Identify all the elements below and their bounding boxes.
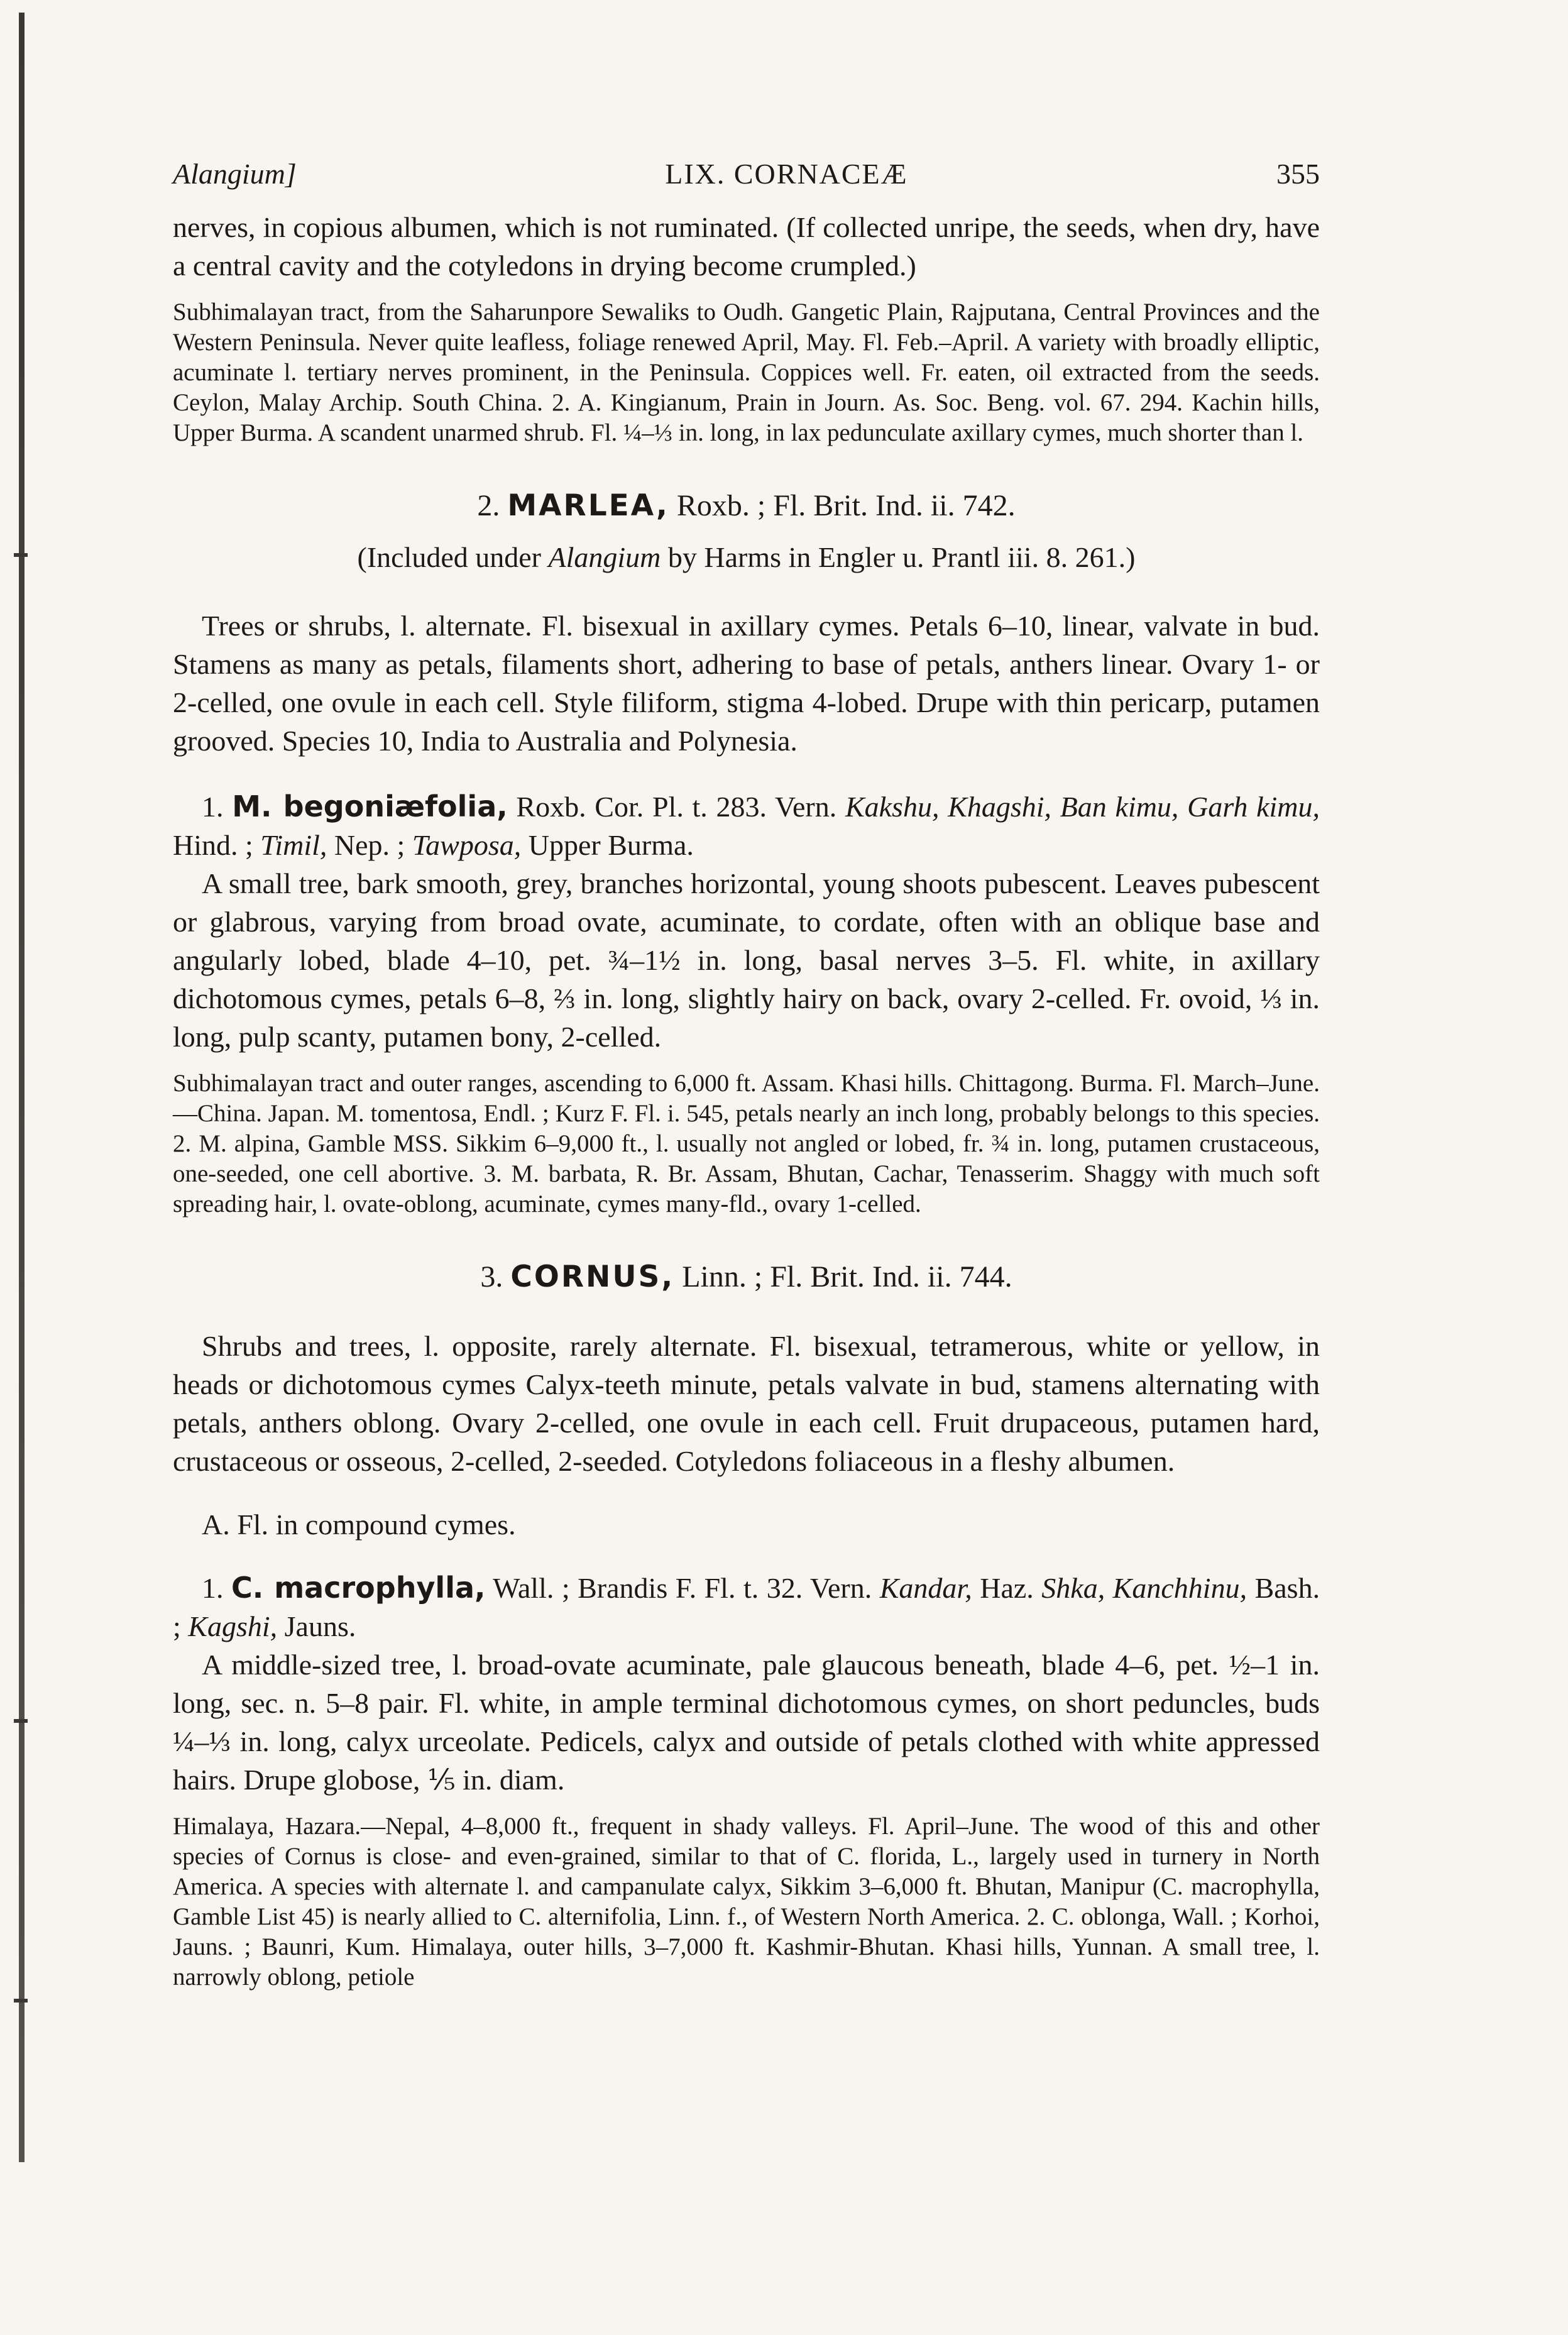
species-citation: Roxb. Cor. Pl. t. 283. Vern.: [516, 791, 837, 823]
species-citation: Wall. ; Brandis F. Fl. t. 32. Vern.: [493, 1572, 872, 1604]
vernacular-name: Tawposa,: [412, 829, 522, 861]
genus-name: MARLEA,: [507, 488, 669, 523]
vernacular-name: Kandar,: [879, 1572, 972, 1604]
genus-note-marlea: [173, 541, 1320, 574]
section-heading-a: A. Fl. in compound cymes.: [202, 1508, 516, 1541]
distribution-note-cornus: Himalaya, Hazara.—Nepal, 4–8,000 ft., frequent in shady valleys. Fl. April–June. The wood of this and other species of Cornus is close- and even-grained, similar to that of C. florida, L., largely used in turnery in North America. A species with alternate l. and campanulate calyx, Sikkim 3–6,000 ft. Bhutan, Manipur (C. macrophylla, Gamble List 45) is nearly allied to C. alternifolia, Linn. f., of Western North America. 2. C. oblonga, Wall. ; Korhoi, Jauns. ; Baunri, Kum. Himalaya, outer hills, 3–7,000 ft. Kashmir-Bhutan. Khasi hills, Yunnan. A small tree, l. narrowly oblong, petiole: [173, 1813, 1320, 1991]
edge-mark: [14, 1999, 28, 2003]
region-abbrev: Bash. ;: [173, 1572, 1320, 1642]
book-page: [173, 157, 1320, 1992]
region-abbrev: Nep. ;: [334, 829, 405, 861]
region-abbrev: Upper Burma.: [528, 829, 694, 861]
genus-number: 3.: [480, 1260, 503, 1294]
species-number: 1.: [202, 791, 224, 823]
edge-mark: [14, 1719, 28, 1723]
species-name: C. macrophylla,: [231, 1571, 486, 1605]
genus-description-marlea: Trees or shrubs, l. alternate. Fl. bisexual in axillary cymes. Petals 6–10, linear, valvate in bud. Stamens as many as petals, filaments short, adhering to base of petals, anthers linear. Ovary 1- or 2-celled, one ovule in each cell. Style filiform, stigma 4-lobed. Drupe with thin pericarp, putamen grooved. Species 10, India to Australia and Polynesia.: [173, 610, 1320, 757]
note-italic-genus: Alangium: [548, 541, 661, 573]
page-edge-line: [19, 13, 25, 2162]
genus-authority: Roxb. ; Fl. Brit. Ind. ii. 742.: [676, 489, 1016, 522]
genus-heading-marlea: [173, 488, 1320, 523]
edge-mark: [14, 553, 28, 557]
vernacular-name: Kakshu, Khagshi, Ban kimu, Garh kimu,: [845, 791, 1320, 823]
species-title-marlea-begoniaefolia: [173, 788, 1320, 864]
vernacular-name: Shka, Kanchhinu,: [1041, 1572, 1247, 1604]
running-head: [173, 157, 1320, 190]
continuation-paragraph: nerves, in copious albumen, which is not ruminated. (If collected unripe, the seeds, when dry, have a central cavity and the cotyledons in drying become crumpled.): [173, 211, 1320, 282]
species-number: 1.: [202, 1572, 224, 1604]
distribution-note-alangium: Subhimalayan tract, from the Saharunpore Sewaliks to Oudh. Gangetic Plain, Rajputana, Central Provinces and the Western Peninsula. Never quite leafless, foliage renewed April, May. Fl. Feb.–April. A variety with broadly elliptic, acuminate l. tertiary nerves prominent, in the Peninsula. Coppices well. Fr. eaten, oil extracted from the seeds. Ceylon, Malay Archip. South China. 2. A. Kingianum, Prain in Journ. As. Soc. Beng. vol. 67. 294. Kachin hills, Upper Burma. A scandent unarmed shrub. Fl. ¼–⅓ in. long, in lax pedunculate axillary cymes, much shorter than l.: [173, 299, 1320, 446]
region-abbrev: Haz.: [980, 1572, 1034, 1604]
distribution-note-marlea: Subhimalayan tract and outer ranges, ascending to 6,000 ft. Assam. Khasi hills. Chittagong. Burma. Fl. March–June.—China. Japan. M. tomentosa, Endl. ; Kurz F. Fl. i. 545, petals nearly an inch long, probably belongs to this species. 2. M. alpina, Gamble MSS. Sikkim 6–9,000 ft., l. usually not angled or lobed, fr. ¾ in. long, putamen crustaceous, one-seeded, one cell abortive. 3. M. barbata, R. Br. Assam, Bhutan, Cachar, Tenasserim. Shaggy with much soft spreading hair, l. ovate-oblong, acuminate, cymes many-fld., ovary 1-celled.: [173, 1070, 1320, 1217]
genus-description-cornus: Shrubs and trees, l. opposite, rarely alternate. Fl. bisexual, tetramerous, white or yellow, in heads or dichotomous cymes Calyx-teeth minute, petals valvate in bud, stamens alternating with petals, anthers oblong. Ovary 2-celled, one ovule in each cell. Fruit drupaceous, putamen hard, crustaceous or osseous, 2-celled, 2-seeded. Cotyledons foliaceous in a fleshy albumen.: [173, 1330, 1320, 1477]
species-name: M. begoniæfolia,: [232, 789, 508, 823]
region-abbrev: Hind. ;: [173, 829, 253, 861]
species-description-cornus: A middle-sized tree, l. broad-ovate acuminate, pale glaucous beneath, blade 4–6, pet. ½–1 in. long, sec. n. 5–8 pair. Fl. white, in ample terminal dichotomous cymes, on short peduncles, buds ¼–⅓ in. long, calyx urceolate. Pedicels, calyx and outside of petals clothed with white appressed hairs. Drupe globose, ⅕ in. diam.: [173, 1649, 1320, 1796]
vernacular-name: Timil,: [260, 829, 327, 861]
genus-name: CORNUS,: [510, 1260, 675, 1294]
note-text: by Harms in Engler u. Prantl iii. 8. 261.): [667, 541, 1136, 573]
running-head-family: LIX. CORNACEÆ: [665, 158, 908, 190]
running-head-genus: Alangium]: [173, 158, 297, 190]
species-description-marlea: A small tree, bark smooth, grey, branches horizontal, young shoots pubescent. Leaves pubescent or glabrous, varying from broad ovate, acuminate, to cordate, often with an oblique base and angularly lobed, blade 4–10, pet. ¾–1½ in. long, basal nerves 3–5. Fl. white, in axillary dichotomous cymes, petals 6–8, ⅔ in. long, slightly hairy on back, ovary 2-celled. Fr. ovoid, ⅓ in. long, pulp scanty, putamen bony, 2-celled.: [173, 867, 1320, 1053]
vernacular-name: Kagshi,: [188, 1610, 278, 1642]
genus-number: 2.: [477, 489, 500, 522]
genus-authority: Linn. ; Fl. Brit. Ind. ii. 744.: [682, 1260, 1012, 1294]
species-title-cornus-macrophylla: [173, 1569, 1320, 1645]
genus-heading-cornus: [173, 1260, 1320, 1294]
page-number: 355: [1276, 158, 1320, 190]
note-text: (Included under: [357, 541, 542, 573]
region-abbrev: Jauns.: [284, 1610, 356, 1642]
